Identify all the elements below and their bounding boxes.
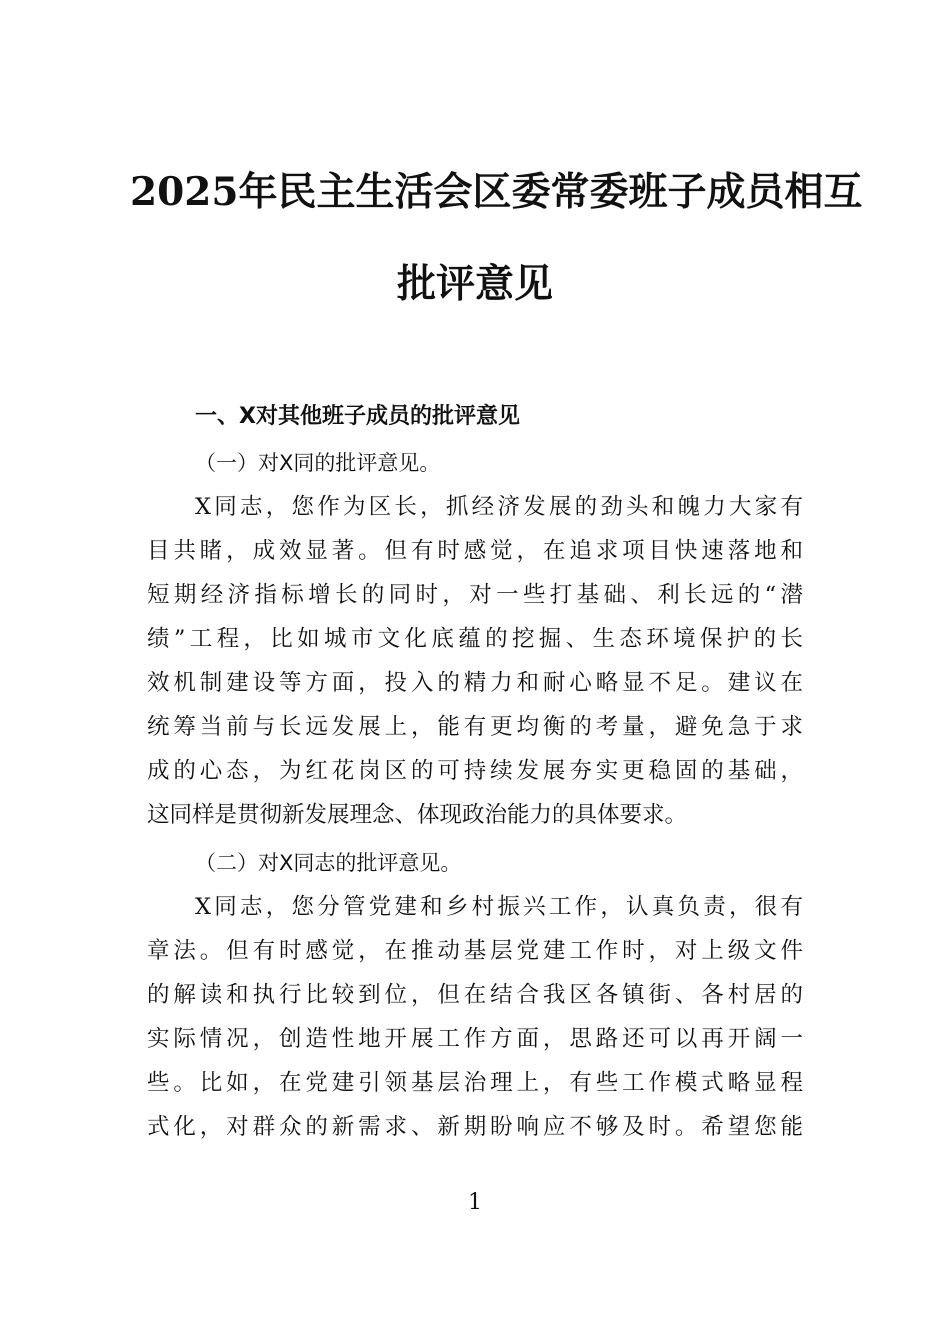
document-title-line-2: 批评意见: [396, 261, 553, 307]
paragraph-1-line: 目共睹，成效显著。但有时感觉，在追求项目快速落地和: [147, 538, 803, 564]
page-number: 1: [468, 1190, 482, 1215]
paragraph-1-line: 统筹当前与长远发展上，能有更均衡的考量，避免急于求: [147, 714, 803, 740]
paragraph-1-line: 效机制建设等方面，投入的精力和耐心略显不足。建议在: [147, 670, 803, 696]
subsection-heading-2: （二）对X同志的批评意见。: [195, 851, 462, 875]
section-heading: 一、X对其他班子成员的批评意见: [195, 404, 520, 429]
paragraph-1-line: 绩”工程，比如城市文化底蕴的挖掘、生态环境保护的长: [147, 626, 803, 652]
paragraph-2-line: 实际情况，创造性地开展工作方面，思路还可以再开阔一: [147, 1026, 803, 1052]
paragraph-1-line: 这同样是贯彻新发展理念、体现政治能力的具体要求。: [147, 802, 688, 828]
paragraph-2-line: 的解读和执行比较到位，但在结合我区各镇街、各村居的: [147, 982, 803, 1008]
paragraph-2-line: 些。比如，在党建引领基层治理上，有些工作模式略显程: [147, 1070, 803, 1096]
paragraph-2-line: X同志，您分管党建和乡村振兴工作，认真负责，很有: [195, 894, 803, 920]
paragraph-1-line: 短期经济指标增长的同时，对一些打基础、利长远的“潜: [147, 582, 803, 608]
subsection-heading-1: （一）对X同的批评意见。: [195, 451, 441, 475]
paragraph-1-line: X同志，您作为区长，抓经济发展的劲头和魄力大家有: [195, 494, 803, 520]
paragraph-1-line: 成的心态，为红花岗区的可持续发展夯实更稳固的基础，: [147, 758, 803, 784]
document-title-line-1: 2025年民主生活会区委常委班子成员相互: [130, 169, 863, 215]
paragraph-2-line: 章法。但有时感觉，在推动基层党建工作时，对上级文件: [147, 938, 803, 964]
paragraph-2-line: 式化，对群众的新需求、新期盼响应不够及时。希望您能: [147, 1114, 803, 1140]
